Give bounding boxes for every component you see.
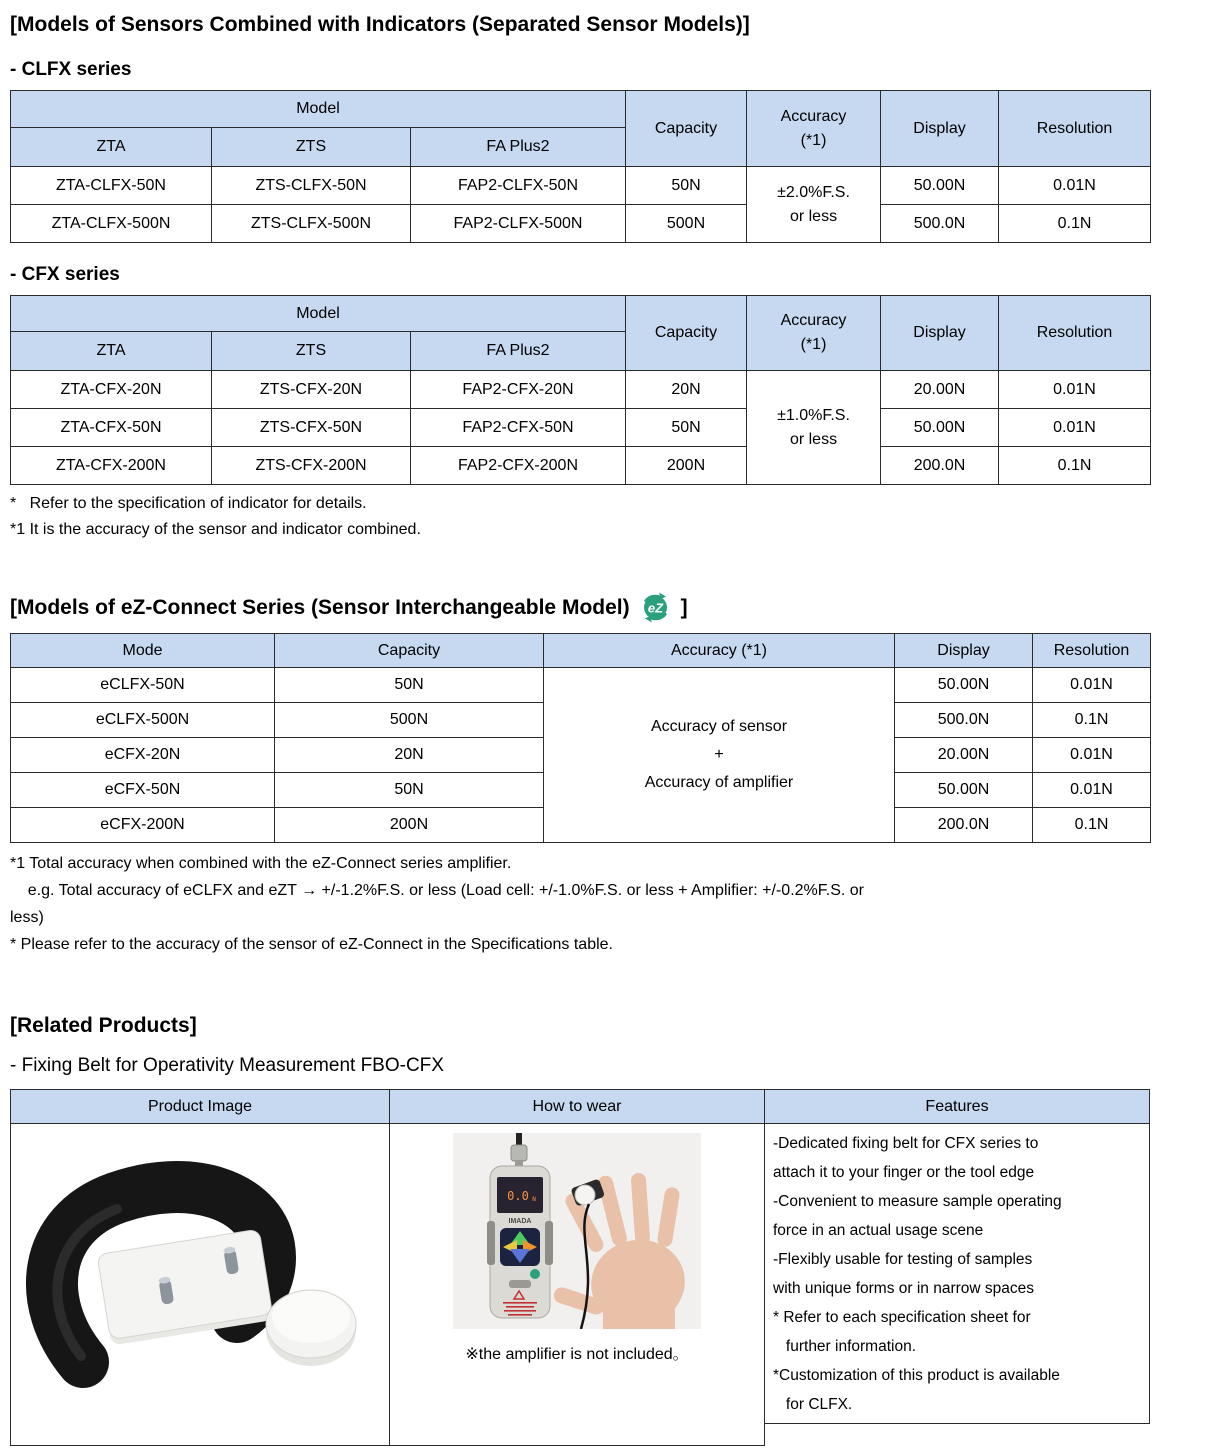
footnote: *1 Total accuracy when combined with the eZ-Connect series amplifier. [10, 855, 512, 872]
col-header-capacity: Capacity [626, 91, 747, 167]
col-header-model: Model [11, 296, 626, 332]
col-header-resolution: Resolution [1033, 634, 1151, 668]
model-cell: FAP2-CLFX-500N [411, 205, 626, 243]
capacity-cell: 50N [275, 668, 544, 703]
col-header-accuracy: Accuracy (*1) [544, 634, 895, 668]
table-row [11, 409, 1151, 447]
velcro-belt-illustration [52, 1187, 273, 1362]
section-title-related-products: [Related Products] [10, 1014, 197, 1037]
model-cell: ZTS-CFX-50N [212, 409, 411, 447]
spec-document [10, 12, 1150, 1446]
col-header-display: Display [881, 91, 999, 167]
sensor-cap-illustration [266, 1290, 356, 1366]
resolution-cell: 0.1N [1033, 703, 1151, 738]
fixing-belt-photo [11, 1124, 389, 1444]
clfx-series-heading: - CLFX series [10, 59, 132, 80]
display-cell: 50.00N [895, 668, 1033, 703]
model-cell: ZTS-CLFX-500N [212, 205, 411, 243]
svg-text:eZ: eZ [647, 600, 663, 616]
feature-line: * Refer to each specification sheet for [773, 1309, 1031, 1326]
capacity-cell: 500N [626, 205, 747, 243]
model-cell: ZTA-CLFX-50N [11, 167, 212, 205]
resolution-cell: 0.1N [1033, 808, 1151, 843]
table-row [11, 668, 1151, 703]
resolution-cell: 0.01N [999, 409, 1151, 447]
feature-line: -Flexibly usable for testing of samples [773, 1251, 1033, 1268]
separated-models-footnotes [10, 491, 1150, 543]
fixing-belt-subtitle: - Fixing Belt for Operativity Measurement FBO-CFX [10, 1055, 444, 1076]
display-cell: 50.00N [881, 167, 999, 205]
col-header-mode: Mode [11, 634, 275, 668]
accuracy-cell: ±2.0%F.S. or less [747, 167, 881, 243]
table-row [11, 205, 1151, 243]
model-cell: ZTA-CFX-200N [11, 447, 212, 485]
ez-connect-footnotes [10, 850, 1150, 958]
model-cell: ZTS-CFX-200N [212, 447, 411, 485]
model-cell: FAP2-CFX-20N [411, 371, 626, 409]
display-cell: 50.00N [895, 773, 1033, 808]
table-row [11, 447, 1151, 485]
col-header-capacity: Capacity [275, 634, 544, 668]
col-header-how-to-wear: How to wear [390, 1089, 765, 1124]
col-header-zta: ZTA [11, 128, 212, 167]
display-cell: 500.0N [895, 703, 1033, 738]
resolution-cell: 0.01N [1033, 738, 1151, 773]
how-to-wear-cell [390, 1124, 765, 1446]
footnote: e.g. Total accuracy of eCLFX and eZT → +/-1.2%F.S. or less (Load cell: +/-1.0%F.S. or less + Amplifier: +/-0.2%F.S. or [10, 882, 864, 899]
feature-line: for CLFX. [773, 1396, 853, 1413]
col-header-fa-plus2: FA Plus2 [411, 128, 626, 167]
features-cell [765, 1124, 1150, 1424]
clfx-series-table [10, 90, 1151, 243]
svg-text:0.0: 0.0 [507, 1189, 529, 1203]
product-image-cell [10, 1124, 390, 1446]
footnote: less) [10, 909, 44, 926]
capacity-cell: 200N [626, 447, 747, 485]
cfx-series-heading: - CFX series [10, 264, 120, 285]
display-cell: 50.00N [881, 409, 999, 447]
model-cell: ZTS-CFX-20N [212, 371, 411, 409]
photo-caption: ※the amplifier is not included。 [465, 1346, 689, 1363]
model-cell: FAP2-CFX-200N [411, 447, 626, 485]
display-cell: 20.00N [881, 371, 999, 409]
table-row [11, 371, 1151, 409]
resolution-cell: 0.01N [1033, 668, 1151, 703]
col-header-features: Features [765, 1089, 1150, 1124]
footnote: * Refer to the specification of indicator for details. [10, 495, 367, 512]
section-title-ez-connect: [Models of eZ-Connect Series (Sensor Interchangeable Model) eZ ] [10, 592, 1150, 623]
display-cell: 200.0N [895, 808, 1033, 843]
model-cell: ZTA-CFX-50N [11, 409, 212, 447]
col-header-zts: ZTS [212, 332, 411, 371]
accuracy-cell: Accuracy of sensor + Accuracy of amplifier [544, 668, 895, 843]
col-header-zts: ZTS [212, 128, 411, 167]
model-cell: ZTA-CFX-20N [11, 371, 212, 409]
capacity-cell: 50N [626, 409, 747, 447]
feature-line: force in an actual usage scene [773, 1222, 984, 1239]
capacity-cell: 500N [275, 703, 544, 738]
model-cell: FAP2-CFX-50N [411, 409, 626, 447]
col-header-capacity: Capacity [626, 296, 747, 371]
resolution-cell: 0.01N [999, 167, 1151, 205]
ez-connect-table [10, 633, 1151, 843]
col-header-product-image: Product Image [10, 1089, 390, 1124]
col-header-display: Display [881, 296, 999, 371]
feature-line: further information. [773, 1338, 917, 1355]
resolution-cell: 0.1N [999, 447, 1151, 485]
col-header-accuracy: Accuracy (*1) [747, 91, 881, 167]
resolution-cell: 0.1N [999, 205, 1151, 243]
col-header-accuracy: Accuracy (*1) [747, 296, 881, 371]
resolution-cell: 0.01N [1033, 773, 1151, 808]
capacity-cell: 50N [275, 773, 544, 808]
model-cell: ZTS-CLFX-50N [212, 167, 411, 205]
footnote: *1 It is the accuracy of the sensor and indicator combined. [10, 521, 421, 538]
col-header-display: Display [895, 634, 1033, 668]
display-cell: 200.0N [881, 447, 999, 485]
table-row [11, 167, 1151, 205]
col-header-fa-plus2: FA Plus2 [411, 332, 626, 371]
accuracy-cell: ±1.0%F.S. or less [747, 371, 881, 485]
feature-line: attach it to your finger or the tool edge [773, 1164, 1035, 1181]
resolution-cell: 0.01N [999, 371, 1151, 409]
capacity-cell: 20N [275, 738, 544, 773]
model-cell: FAP2-CLFX-50N [411, 167, 626, 205]
section-title-separated-models: [Models of Sensors Combined with Indicators (Separated Sensor Models)] [10, 13, 750, 36]
display-cell: 500.0N [881, 205, 999, 243]
feature-line: -Dedicated fixing belt for CFX series to [773, 1135, 1039, 1152]
cfx-series-table [10, 295, 1151, 485]
feature-line: with unique forms or in narrow spaces [773, 1280, 1035, 1297]
capacity-cell: 20N [626, 371, 747, 409]
model-cell: ZTA-CLFX-500N [11, 205, 212, 243]
how-to-wear-photo [453, 1133, 701, 1329]
device-brand-label: IMADA [508, 1218, 532, 1225]
ez-connect-logo-icon [637, 592, 674, 623]
mode-cell: eCFX-50N [11, 773, 275, 808]
display-cell: 20.00N [895, 738, 1033, 773]
feature-line: *Customization of this product is available [773, 1367, 1060, 1384]
mode-cell: eCLFX-500N [11, 703, 275, 738]
col-header-zta: ZTA [11, 332, 212, 371]
footnote: * Please refer to the accuracy of the sensor of eZ-Connect in the Specifications table. [10, 936, 613, 953]
mode-cell: eCFX-200N [11, 808, 275, 843]
capacity-cell: 50N [626, 167, 747, 205]
col-header-resolution: Resolution [999, 91, 1151, 167]
col-header-model: Model [11, 91, 626, 128]
mode-cell: eCFX-20N [11, 738, 275, 773]
col-header-resolution: Resolution [999, 296, 1151, 371]
fixing-belt-table [10, 1089, 1150, 1446]
mode-cell: eCLFX-50N [11, 668, 275, 703]
svg-text:N: N [532, 1196, 536, 1203]
capacity-cell: 200N [275, 808, 544, 843]
device-dpad [500, 1228, 540, 1266]
feature-line: -Convenient to measure sample operating [773, 1193, 1062, 1210]
